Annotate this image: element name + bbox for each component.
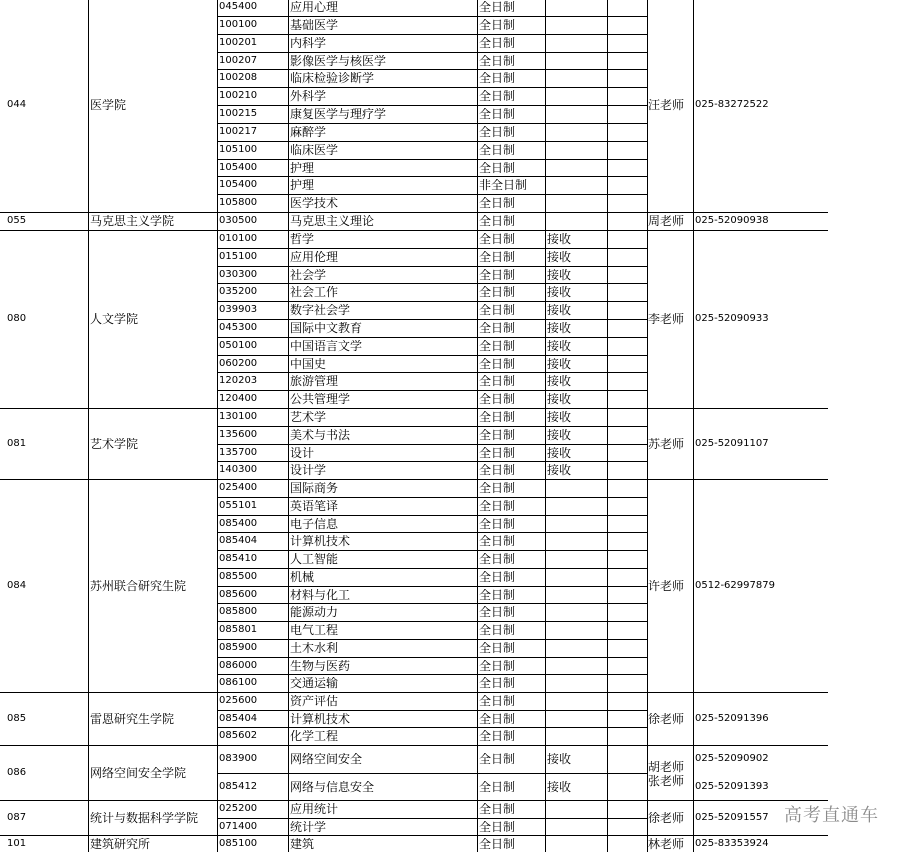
college-code: 084 (7, 580, 27, 591)
accept-status: 接收 (547, 268, 572, 281)
row-border (0, 230, 828, 231)
contact-phone: 025-83272522 (695, 100, 769, 110)
study-mode: 全日制 (479, 251, 516, 263)
study-mode: 全日制 (479, 108, 516, 120)
row-border (217, 532, 647, 533)
contact-phone: 0512-62997879 (695, 580, 775, 591)
program-code: 015100 (219, 252, 258, 262)
study-mode: 全日制 (479, 588, 516, 601)
study-mode: 全日制 (479, 1, 516, 13)
row-border (217, 34, 647, 35)
study-mode: 全日制 (479, 464, 516, 476)
program-code: 105400 (219, 180, 258, 190)
program-name: 基础医学 (290, 19, 339, 31)
row-border (217, 674, 647, 675)
program-name: 美术与书法 (290, 429, 351, 441)
study-mode: 全日制 (479, 215, 516, 227)
program-name: 应用心理 (290, 1, 339, 13)
program-code: 085404 (219, 713, 258, 724)
study-mode: 全日制 (479, 482, 516, 494)
program-code: 100207 (219, 55, 258, 66)
row-border (217, 87, 647, 88)
program-name: 社会工作 (290, 286, 339, 298)
row-border (217, 603, 647, 604)
row-border (217, 16, 647, 17)
college-name: 苏州联合研究生院 (90, 579, 187, 592)
row-border (217, 727, 647, 728)
col-border (647, 0, 648, 852)
college-name: 人文学院 (90, 313, 139, 325)
row-border (217, 159, 647, 160)
program-name: 资产评估 (290, 695, 339, 707)
program-name: 艺术学 (290, 411, 327, 423)
program-name: 哲学 (290, 233, 315, 245)
row-border (0, 800, 828, 801)
program-name: 内科学 (290, 37, 327, 49)
program-name: 化学工程 (290, 730, 339, 742)
program-code: 060200 (219, 358, 258, 369)
program-code: 100208 (219, 73, 258, 83)
row-border (217, 319, 647, 320)
row-border (217, 372, 647, 373)
row-border (217, 141, 647, 142)
program-name: 生物与医药 (290, 659, 351, 672)
contact-name: 汪老师 (648, 99, 685, 111)
program-code: 120400 (219, 394, 258, 404)
row-border (217, 337, 647, 338)
program-name: 材料与化工 (290, 588, 351, 601)
college-name: 建筑研究所 (90, 838, 151, 850)
program-code: 100100 (219, 20, 258, 30)
study-mode: 全日制 (479, 753, 516, 765)
program-code: 105100 (219, 145, 258, 155)
program-code: 045400 (219, 2, 258, 12)
row-border (217, 69, 647, 70)
program-name: 医学技术 (290, 197, 339, 209)
program-name: 社会学 (290, 268, 327, 281)
row-border (217, 550, 647, 551)
accept-status: 接收 (547, 780, 572, 793)
program-code: 100201 (219, 38, 258, 48)
study-mode: 全日制 (479, 340, 516, 352)
program-name: 外科学 (290, 90, 327, 102)
study-mode: 全日制 (479, 571, 516, 583)
row-border (0, 745, 828, 746)
study-mode: 全日制 (479, 304, 516, 316)
study-mode: 全日制 (479, 197, 516, 209)
accept-status: 接收 (547, 375, 572, 387)
study-mode: 全日制 (479, 19, 516, 31)
row-border (0, 408, 828, 409)
accept-status: 接收 (547, 304, 572, 316)
row-border (217, 710, 647, 711)
college-name: 统计与数据科学学院 (90, 811, 199, 824)
accept-status: 接收 (547, 446, 572, 459)
row-border (217, 123, 647, 124)
study-mode: 全日制 (479, 411, 516, 423)
study-mode: 全日制 (479, 268, 516, 281)
accept-status: 接收 (547, 464, 572, 476)
study-mode: 全日制 (479, 286, 516, 298)
row-border (217, 355, 647, 356)
row-border (217, 568, 647, 569)
program-code: 025200 (219, 804, 258, 814)
program-code: 086000 (219, 660, 258, 671)
study-mode: 全日制 (479, 803, 516, 815)
contact-name: 苏老师 (648, 437, 685, 450)
contact-phone-2: 025-52091393 (695, 781, 769, 792)
program-name: 设计学 (290, 464, 327, 476)
row-border (217, 266, 647, 267)
college-name: 艺术学院 (90, 437, 139, 450)
program-name: 国际商务 (290, 482, 339, 494)
accept-status: 接收 (547, 233, 572, 245)
accept-status: 接收 (547, 322, 572, 334)
program-code: 085500 (219, 572, 258, 582)
contact-name: 徐老师 (648, 712, 685, 725)
study-mode: 全日制 (479, 233, 516, 245)
study-mode: 全日制 (479, 144, 516, 156)
accept-status: 接收 (547, 429, 572, 441)
contact-name: 林老师 (648, 838, 685, 850)
study-mode: 全日制 (479, 126, 516, 138)
program-name: 临床医学 (290, 144, 339, 156)
program-code: 085100 (219, 839, 258, 849)
col-border (693, 0, 694, 852)
program-code: 085400 (219, 518, 258, 529)
program-code: 100215 (219, 109, 258, 119)
contact-name: 李老师 (648, 313, 685, 325)
study-mode: 全日制 (479, 500, 516, 512)
study-mode: 全日制 (479, 37, 516, 49)
study-mode: 全日制 (479, 322, 516, 334)
program-code: 010100 (219, 234, 258, 244)
program-code: 025400 (219, 483, 258, 493)
program-code: 030500 (219, 216, 258, 226)
study-mode: 全日制 (479, 695, 516, 707)
program-name: 中国语言文学 (290, 340, 363, 352)
program-name: 中国史 (290, 357, 327, 370)
contact-name: 徐老师 (648, 811, 685, 824)
study-mode: 全日制 (479, 535, 516, 547)
row-border (217, 426, 647, 427)
program-name: 应用统计 (290, 803, 339, 815)
program-code: 130100 (219, 412, 258, 422)
col-border (545, 0, 546, 852)
col-border (88, 0, 89, 852)
college-code: 055 (7, 216, 27, 226)
program-name: 网络空间安全 (290, 753, 363, 765)
program-name: 英语笔译 (290, 500, 339, 512)
accept-status: 接收 (547, 286, 572, 298)
program-code: 085800 (219, 607, 258, 617)
program-code: 100217 (219, 127, 258, 137)
row-border (217, 639, 647, 640)
study-mode: 全日制 (479, 820, 516, 833)
contact-phone: 025-52091107 (695, 438, 769, 449)
college-code: 087 (7, 812, 27, 823)
program-name: 公共管理学 (290, 393, 351, 405)
row-border (217, 390, 647, 391)
contact-phone: 025-52090938 (695, 216, 769, 226)
program-name: 统计学 (290, 820, 327, 833)
col-border (217, 0, 218, 852)
study-mode: 全日制 (479, 780, 516, 793)
study-mode: 全日制 (479, 712, 516, 725)
row-border (217, 461, 647, 462)
row-border (217, 773, 647, 774)
contact-phone: 025-83353924 (695, 839, 769, 849)
program-name: 应用伦理 (290, 251, 339, 263)
program-name: 康复医学与理疗学 (290, 108, 387, 120)
col-border (607, 0, 608, 852)
program-code: 085412 (219, 781, 258, 792)
program-name: 计算机技术 (290, 535, 351, 547)
program-name: 电子信息 (290, 517, 339, 530)
college-code: 044 (7, 100, 27, 110)
row-border (0, 212, 828, 213)
program-code: 135700 (219, 447, 258, 458)
program-name: 护理 (290, 179, 315, 191)
program-code: 135600 (219, 430, 258, 440)
row-border (217, 657, 647, 658)
row-border (217, 248, 647, 249)
study-mode: 全日制 (479, 393, 516, 405)
col-border (477, 0, 478, 852)
study-mode: 全日制 (479, 517, 516, 530)
program-code: 045300 (219, 323, 258, 333)
program-name: 马克思主义理论 (290, 215, 375, 227)
study-mode: 全日制 (479, 90, 516, 102)
college-code: 081 (7, 438, 27, 449)
row-border (217, 194, 647, 195)
program-code: 085600 (219, 589, 258, 600)
contact-phone: 025-52091557 (695, 812, 769, 823)
program-code: 085404 (219, 536, 258, 546)
program-code: 050100 (219, 341, 258, 351)
program-name: 临床检验诊断学 (290, 72, 375, 84)
study-mode: 全日制 (479, 730, 516, 742)
study-mode: 全日制 (479, 357, 516, 370)
study-mode: 全日制 (479, 659, 516, 672)
accept-status: 接收 (547, 753, 572, 765)
study-mode: 全日制 (479, 624, 516, 636)
program-name: 土木水利 (290, 642, 339, 654)
program-code: 140300 (219, 465, 258, 475)
program-code: 025600 (219, 696, 258, 706)
study-mode: 全日制 (479, 375, 516, 387)
study-mode: 全日制 (479, 838, 516, 850)
program-code: 030300 (219, 269, 258, 280)
study-mode: 全日制 (479, 553, 516, 565)
row-border (217, 586, 647, 587)
program-code: 071400 (219, 821, 258, 832)
row-border (0, 479, 828, 480)
program-code: 039903 (219, 305, 258, 315)
college-name: 雷恩研究生学院 (90, 712, 175, 725)
program-name: 影像医学与核医学 (290, 54, 387, 67)
program-code: 120203 (219, 376, 258, 386)
row-border (217, 515, 647, 516)
col-border (288, 0, 289, 852)
program-code: 085410 (219, 554, 258, 564)
row-border (217, 444, 647, 445)
program-name: 麻醉学 (290, 126, 327, 138)
college-code: 080 (7, 314, 27, 324)
row-border (217, 283, 647, 284)
program-code: 105400 (219, 162, 258, 173)
contact-phone: 025-52091396 (695, 713, 769, 724)
contact-name: 许老师 (648, 579, 685, 592)
program-name: 电气工程 (290, 624, 339, 636)
program-name: 人工智能 (290, 553, 339, 565)
contact-name: 胡老师 张老师 (648, 759, 685, 788)
program-name: 护理 (290, 161, 315, 174)
program-name: 能源动力 (290, 606, 339, 618)
study-mode: 全日制 (479, 72, 516, 84)
program-name: 交通运输 (290, 677, 339, 689)
study-mode: 全日制 (479, 161, 516, 174)
college-code: 086 (7, 767, 27, 778)
study-mode: 全日制 (479, 54, 516, 67)
college-name: 医学院 (90, 99, 127, 111)
accept-status: 接收 (547, 357, 572, 370)
row-border (217, 301, 647, 302)
watermark: 高考直通车 (784, 805, 879, 826)
program-name: 计算机技术 (290, 712, 351, 725)
program-code: 100210 (219, 91, 258, 101)
program-name: 机械 (290, 571, 315, 583)
row-border (217, 52, 647, 53)
row-border (217, 176, 647, 177)
program-code: 083900 (219, 754, 258, 764)
accept-status: 接收 (547, 411, 572, 423)
row-border (217, 497, 647, 498)
program-name: 国际中文教育 (290, 322, 363, 334)
college-code: 101 (7, 839, 27, 849)
program-code: 085900 (219, 643, 258, 653)
accept-status: 接收 (547, 340, 572, 352)
program-code: 055101 (219, 501, 258, 511)
row-border (217, 105, 647, 106)
college-code: 085 (7, 713, 27, 724)
accept-status: 接收 (547, 393, 572, 405)
program-code: 085602 (219, 731, 258, 741)
college-name: 网络空间安全学院 (90, 766, 187, 779)
study-mode: 全日制 (479, 429, 516, 441)
program-name: 网络与信息安全 (290, 780, 375, 793)
program-name: 旅游管理 (290, 375, 339, 387)
row-border (217, 621, 647, 622)
program-name: 建筑 (290, 838, 315, 850)
program-code: 086100 (219, 678, 258, 688)
study-mode: 全日制 (479, 606, 516, 618)
contact-phone: 025-52090933 (695, 314, 769, 324)
contact-phone: 025-52090902 (695, 754, 769, 764)
program-name: 数字社会学 (290, 304, 351, 316)
program-name: 设计 (290, 446, 315, 459)
study-mode: 非全日制 (479, 179, 528, 191)
program-code: 105800 (219, 198, 258, 208)
study-mode: 全日制 (479, 677, 516, 689)
program-code: 085801 (219, 625, 258, 635)
row-border (0, 835, 828, 836)
accept-status: 接收 (547, 251, 572, 263)
program-code: 035200 (219, 287, 258, 297)
college-name: 马克思主义学院 (90, 215, 175, 227)
contact-name: 周老师 (648, 215, 685, 227)
study-mode: 全日制 (479, 446, 516, 459)
row-border (0, 692, 828, 693)
row-border (217, 818, 647, 819)
study-mode: 全日制 (479, 642, 516, 654)
